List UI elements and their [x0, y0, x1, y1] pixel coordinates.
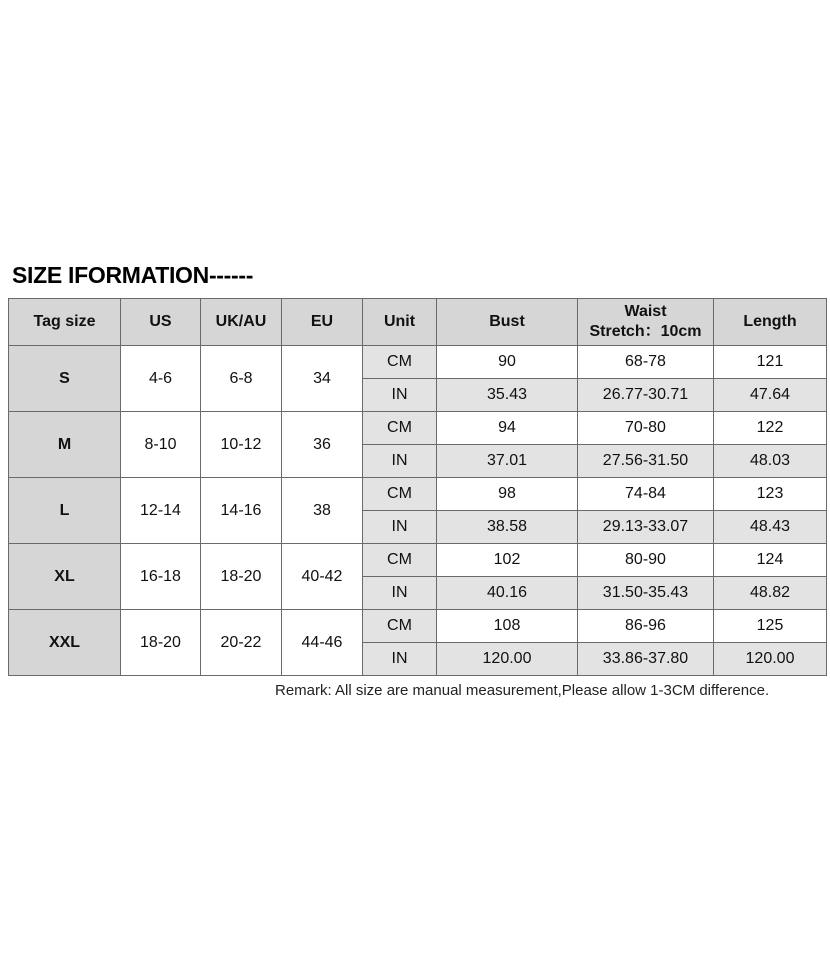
unit-cell: IN — [363, 643, 437, 676]
uk-au-size-cell: 20-22 — [201, 610, 282, 676]
waist-cell: 86-96 — [578, 610, 714, 643]
length-cell: 124 — [714, 544, 827, 577]
table-row — [9, 478, 827, 511]
length-cell: 122 — [714, 412, 827, 445]
unit-cell: CM — [363, 544, 437, 577]
uk-au-size-cell: 14-16 — [201, 478, 282, 544]
header-waist-label: Waist — [624, 303, 667, 320]
bust-cell: 35.43 — [437, 379, 578, 412]
uk-au-size-cell: 6-8 — [201, 346, 282, 412]
bust-cell: 108 — [437, 610, 578, 643]
unit-cell: CM — [363, 478, 437, 511]
unit-cell: IN — [363, 379, 437, 412]
length-cell: 48.82 — [714, 577, 827, 610]
unit-cell: CM — [363, 346, 437, 379]
eu-size-cell: 44-46 — [282, 610, 363, 676]
remark-note: Remark: All size are manual measurement,Please allow 1-3CM difference. — [275, 682, 770, 699]
bust-cell: 98 — [437, 478, 578, 511]
uk-au-size-cell: 10-12 — [201, 412, 282, 478]
header-waist-stretch: Stretch：10cm — [589, 323, 702, 340]
us-size-cell: 18-20 — [121, 610, 201, 676]
eu-size-cell: 34 — [282, 346, 363, 412]
us-size-cell: 16-18 — [121, 544, 201, 610]
waist-cell: 26.77-30.71 — [578, 379, 714, 412]
bust-cell: 102 — [437, 544, 578, 577]
length-cell: 121 — [714, 346, 827, 379]
waist-cell: 74-84 — [578, 478, 714, 511]
bust-cell: 90 — [437, 346, 578, 379]
bust-cell: 94 — [437, 412, 578, 445]
header-length: Length — [714, 299, 827, 346]
header-uk-au: UK/AU — [201, 299, 282, 346]
length-cell: 48.03 — [714, 445, 827, 478]
bust-cell: 120.00 — [437, 643, 578, 676]
length-cell: 48.43 — [714, 511, 827, 544]
waist-cell: 68-78 — [578, 346, 714, 379]
header-unit: Unit — [363, 299, 437, 346]
bust-cell: 38.58 — [437, 511, 578, 544]
header-bust: Bust — [437, 299, 578, 346]
waist-cell: 70-80 — [578, 412, 714, 445]
tag-size-cell: M — [9, 412, 121, 478]
tag-size-cell: S — [9, 346, 121, 412]
waist-cell: 27.56-31.50 — [578, 445, 714, 478]
uk-au-size-cell: 18-20 — [201, 544, 282, 610]
unit-cell: CM — [363, 412, 437, 445]
table-row — [9, 412, 827, 445]
header-waist — [578, 299, 714, 346]
unit-cell: IN — [363, 577, 437, 610]
length-cell: 123 — [714, 478, 827, 511]
tag-size-cell: XXL — [9, 610, 121, 676]
waist-cell: 29.13-33.07 — [578, 511, 714, 544]
us-size-cell: 12-14 — [121, 478, 201, 544]
tag-size-cell: L — [9, 478, 121, 544]
header-row — [9, 299, 827, 346]
length-cell: 47.64 — [714, 379, 827, 412]
eu-size-cell: 36 — [282, 412, 363, 478]
length-cell: 120.00 — [714, 643, 827, 676]
waist-cell: 80-90 — [578, 544, 714, 577]
unit-cell: IN — [363, 511, 437, 544]
table-row — [9, 544, 827, 577]
waist-cell: 33.86-37.80 — [578, 643, 714, 676]
size-chart-table — [8, 298, 827, 676]
eu-size-cell: 40-42 — [282, 544, 363, 610]
eu-size-cell: 38 — [282, 478, 363, 544]
page-title: SIZE IFORMATION------ — [12, 262, 254, 288]
header-us: US — [121, 299, 201, 346]
header-eu: EU — [282, 299, 363, 346]
length-cell: 125 — [714, 610, 827, 643]
us-size-cell: 4-6 — [121, 346, 201, 412]
table-row — [9, 346, 827, 379]
bust-cell: 40.16 — [437, 577, 578, 610]
us-size-cell: 8-10 — [121, 412, 201, 478]
tag-size-cell: XL — [9, 544, 121, 610]
unit-cell: CM — [363, 610, 437, 643]
header-tag-size: Tag size — [9, 299, 121, 346]
unit-cell: IN — [363, 445, 437, 478]
bust-cell: 37.01 — [437, 445, 578, 478]
table-row — [9, 610, 827, 643]
waist-cell: 31.50-35.43 — [578, 577, 714, 610]
